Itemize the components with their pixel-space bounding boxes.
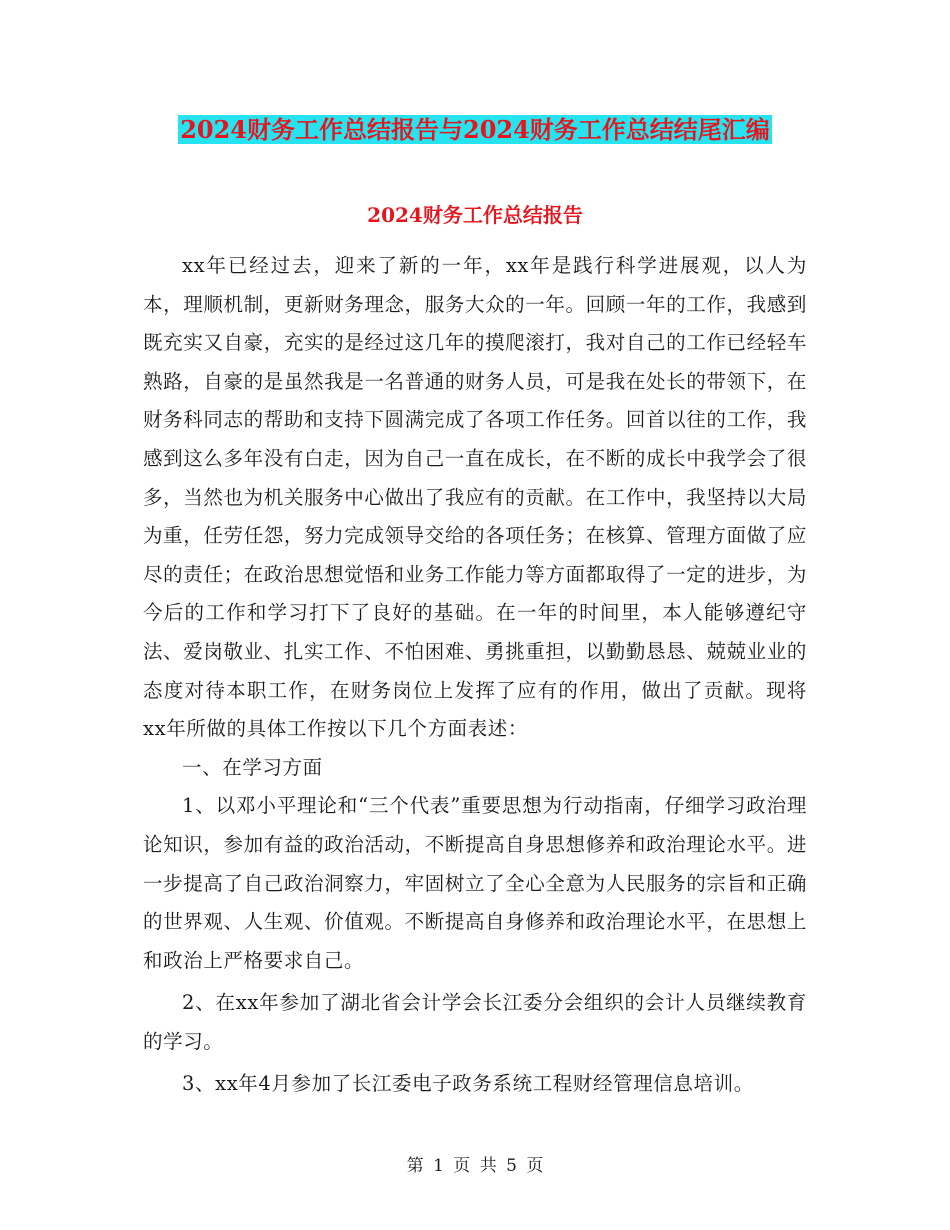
section-title: 2024财务工作总结报告 <box>367 203 583 227</box>
paragraph-item-3: 3、xx年4月参加了长江委电子政务系统工程财经管理信息培训。 <box>182 1072 754 1096</box>
paragraph-intro: xx年已经过去，迎来了新的一年，xx年是践行科学进展观，以人为本，理顺机制，更新财务理念，服务大众的一年。回顾一年的工作，我感到既充实又自豪，充实的是经过这几年的摸爬滚打，我对自己的工作已经轻车熟路，自豪的是虽然我是一名普通的财务人员，可是我在处长的带领下，在财务科同志的帮助和支持下圆满完成了各项工作任务。回首以往的工作，我感到这么多年没有白走，因为自己一直在成长，在不断的成长中我学会了很多，当然也为机关服务中心做出了我应有的贡献。在工作中，我坚持以大局为重，任劳任怨，努力完成领导交给的各项任务；在核算、管理方面做了应尽的责任；在政治思想觉悟和业务工作能力等方面都取得了一定的进步，为今后的工作和学习打下了良好的基础。在一年的时间里，本人能够遵纪守法、爱岗敬业、扎实工作、不怕困难、勇挑重担，以勤勤恳恳、兢兢业业的态度对待本职工作，在财务岗位上发挥了应有的作用，做出了贡献。现将xx年所做的具体工作按以下几个方面表述： <box>143 254 807 741</box>
paragraph-heading-study: 一、在学习方面 <box>182 755 323 779</box>
page-footer: 第 1 页 共 5 页 <box>406 1156 544 1176</box>
document-title <box>0 112 950 148</box>
paragraph-item-1: 1、以邓小平理论和“三个代表”重要思想为行动指南，仔细学习政治理论知识，参加有益的政治活动，不断提高自身思想修养和政治理论水平。进一步提高了自己政治洞察力，牢固树立了全心全意为人民服务的宗旨和正确的世界观、人生观、价值观。不断提高自身修养和政治理论水平，在思想上和政治上严格要求自己。 <box>143 794 807 972</box>
document-body <box>143 247 807 1104</box>
paragraph-item-2: 2、在xx年参加了湖北省会计学会长江委分会组织的会计人员继续教育的学习。 <box>143 991 807 1053</box>
document-title-text: 2024财务工作总结报告与2024财务工作总结结尾汇编 <box>180 115 770 144</box>
